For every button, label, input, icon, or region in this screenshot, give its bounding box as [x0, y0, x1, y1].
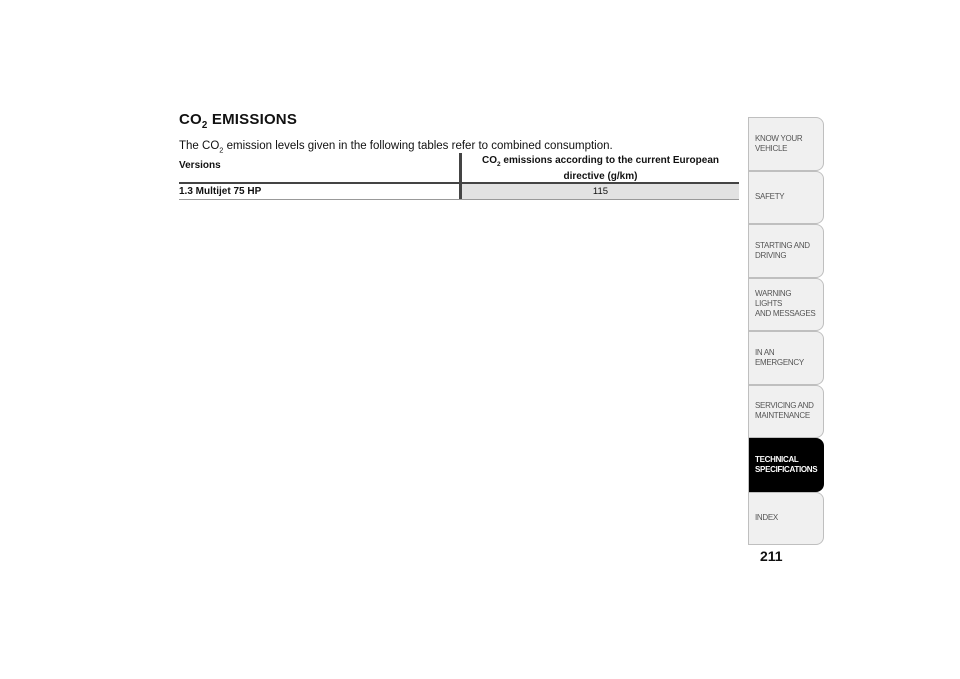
- table-header: [179, 153, 739, 184]
- co2-header-prefix: CO: [481, 155, 497, 166]
- intro-subscript: 2: [219, 145, 224, 155]
- intro-prefix: The CO: [179, 140, 220, 152]
- co2-header-subscript: 2: [496, 161, 501, 168]
- tab-index[interactable]: INDEX: [749, 492, 824, 546]
- version-cell: 1.3 Multijet 75 HP: [179, 186, 262, 197]
- section-title-prefix: CO: [179, 111, 202, 128]
- chapter-tabs: [748, 117, 824, 545]
- page-number: 211: [760, 548, 783, 564]
- tab-starting-and-driving[interactable]: STARTING AND DRIVING: [749, 224, 824, 278]
- section-title: [179, 111, 297, 131]
- tab-know-your-vehicle[interactable]: KNOW YOUR VEHICLE: [749, 117, 824, 171]
- section-title-subscript: 2: [201, 120, 208, 131]
- emissions-table: [179, 153, 739, 200]
- column-header-co2: [462, 153, 739, 182]
- section-title-suffix: EMISSIONS: [207, 111, 298, 128]
- column-header-versions: Versions: [179, 160, 221, 171]
- table-row: [179, 184, 739, 200]
- tab-safety[interactable]: SAFETY: [749, 171, 824, 225]
- co2-value-cell: 115: [462, 184, 739, 199]
- tab-servicing-and-maintenance[interactable]: SERVICING AND MAINTENANCE: [749, 385, 824, 439]
- tab-in-an-emergency[interactable]: IN AN EMERGENCY: [749, 331, 824, 385]
- tab-warning-lights[interactable]: WARNING LIGHTS AND MESSAGES: [749, 278, 824, 332]
- tab-technical-specifications[interactable]: TECHNICAL SPECIFICATIONS: [749, 438, 824, 492]
- intro-suffix: emission levels given in the following tables refer to combined consumption.: [223, 140, 613, 152]
- co2-header-suffix: emissions according to the current European directive (g/km): [500, 155, 719, 182]
